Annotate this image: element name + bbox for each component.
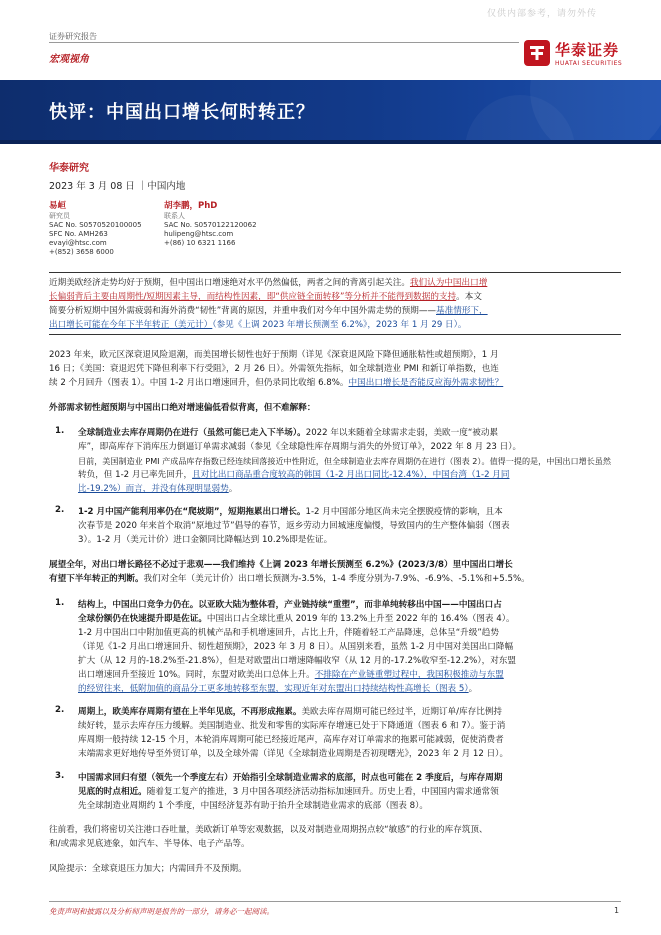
list-lead: 见底的时点相近。: [78, 787, 147, 797]
author-name: 胡李鹏，PhD: [164, 201, 218, 211]
summary-reference: （参见《上调 2023 年增长预测至 6.2%》，2023 年 1 月 29 日）。: [212, 320, 467, 330]
list-text: 。: [468, 684, 478, 694]
footer-divider: [49, 901, 621, 902]
list-line: 先全球制造业周期约 1 个季度，中国经济复苏有助于抬升全球制造业需求的底部（图表 8）。: [78, 801, 428, 811]
summary-text: 近期美欧经济走势均好于预期，但中国出口增速绝对水平仍然偏低，两者之间的背离引起关注。: [49, 278, 410, 288]
outlook-text: 我们对全年（美元计价）出口增长预测为-3.5%，1-4 季度分别为-7.9%、-6.9%、-5.1%和+5.5%。: [143, 574, 530, 584]
list-number: 2.: [55, 505, 65, 515]
summary-line-1: [49, 276, 621, 290]
list-lead: 全球制造业去库存周期仍在进行（虽然可能已走入下半场）。: [78, 428, 306, 438]
author-role: 联系人: [164, 212, 185, 220]
list-emphasis: 的经贸往来，低附加值的商品分工更多地转移至东盟，实现近年对东盟出口持续结构性高增长（图表 5）: [78, 684, 469, 694]
author-sfc: SFC No. AMH263: [49, 230, 108, 238]
list-lead: 全球份额仍在快速提升即是佐证。: [78, 614, 207, 624]
report-category: 证券研究报告: [49, 32, 97, 41]
list-text: 美欧去库存周期可能已经过半，近期订单/库存比例持: [301, 707, 503, 717]
summary-emphasis: 长偏弱背后主要由周期性/短期因素主导，而结构性因素，即“供应链全面转移”等分析并不能得到数据的支持: [49, 292, 457, 302]
list-line: 目前，美国制造业 PMI 产成品库存指数已经连续回落接近中性附近，但全球制造业去库存周期仍在进行（图表 2）。值得一提的是，中国出口增长虽然: [78, 456, 611, 466]
list-line: [78, 705, 621, 719]
list-line: 续好转，显示去库存压力缓解。美国制造业、批发和零售的实际库存增速已处于下降通道（图表 6 和 7）。鉴于消: [78, 721, 506, 731]
summary-emphasis: 我们认为中国出口增: [409, 278, 488, 288]
list-text: 2022 年以来随着全球需求走弱，美欧一度“被动累: [305, 428, 499, 438]
logo-cn-text: 华泰证券: [555, 41, 620, 59]
list-line: 3）。1-2 月（美元计价）进口金额同比降幅达到 10.2%即是佐证。: [78, 535, 333, 545]
summary-top-rule: [49, 272, 621, 273]
subheading: 外部需求韧性超预期与中国出口绝对增速偏低看似背离，但不难解释：: [49, 403, 316, 413]
closing-line: 和/或需求见底迹象，如汽车、半导体、电子产品等。: [49, 839, 250, 849]
paragraph-line: 16 日；《美国：衰退迟凭下降但利率下行受阻》，2 月 26 日）。外需领先指标，如全球制造业 PMI 和新订单指数，也连: [49, 364, 499, 374]
list-text: 1-2 月中国部分地区尚未完全摆脱疫情的影响，且本: [305, 507, 503, 517]
list-line: 末端需求更好地传导至外贸订单，以及全球外需（详见《全球制造业周期是否初现曙光》，2023 年 2 月 12 日）。: [78, 749, 509, 759]
summary-bottom-rule: [49, 334, 621, 335]
list-line: [78, 668, 621, 682]
list-line: 中国需求回归有望（领先一个季度左右）开始指引全球制造业需求的底部，时点也可能在 2 季度后，与库存周期: [78, 773, 503, 783]
research-org: 华泰研究: [49, 163, 89, 174]
outlook-lead: 有望下半年转正的判断。: [49, 574, 144, 584]
list-line: 结构上，中国出口竞争力仍在。以亚欧大陆为整体看，产业链持续“重塑”，而非单纯转移出中国——中国出口占: [78, 600, 502, 610]
list-text: 中国出口占全球比重从 2019 年的 13.2%上升至 2022 年的 16.4%（图表 4）。: [206, 614, 515, 624]
list-line: [78, 505, 621, 519]
list-lead: 周期上，欧美库存周期有望在上半年见底，不再形成拖累。: [78, 707, 302, 717]
risk-warning: 风险提示：全球衰退压力加大；内需回升不及预期。: [49, 864, 247, 874]
list-emphasis: 不排除在产业链重塑过程中，我国积极推动与东盟: [314, 670, 504, 680]
list-line: 库”，即高库存下消库压力倒逼订单需求减弱（参见《全球隐性库存周期与消失的外贸订单》，2022 年 8 月 23 日）。: [78, 442, 522, 452]
closing-line: 往前看，我们将密切关注港口吞吐量，美欧新订单等宏观数据，以及对制造业周期拐点较“敏感”的行业的库存筑顶、: [49, 825, 488, 835]
summary-line-3: [49, 304, 621, 318]
summary-line-4: [49, 318, 621, 332]
list-line: 扩大（从 12 月的-18.2%至-21.8%），但是对欧盟出口增速降幅收窄（从 12 月的-17.2%收窄至-12.2%），对东盟: [78, 656, 516, 666]
list-line: [78, 785, 621, 799]
list-number: 1.: [55, 426, 65, 436]
list-number: 3.: [55, 771, 65, 781]
list-line: [78, 682, 621, 696]
brand-logo: [524, 36, 634, 76]
paragraph-question: 中国出口增长是否能反应海外需求韧性？: [348, 378, 504, 388]
paragraph-line: 2023 年来，欧元区深衰退风险退潮，而美国增长韧性也好于预期（详见《深衰退风险下降但通胀粘性或超预期》，1 月: [49, 350, 499, 360]
outlook-line: 展望全年，对出口增长路径不必过于悲观——我们维持《上调 2023 年增长预测至 6.2%》(2023/3/8）里中国出口增长: [49, 560, 513, 570]
list-text: 随着复工复产的推进，3 月中国各项经济活动指标加速回升。历史上看，中国国内需求通常领: [146, 787, 499, 797]
list-text: 。: [228, 484, 238, 494]
huatai-logo-icon: [524, 40, 550, 66]
outlook-line: [49, 572, 621, 586]
list-line: （详见《1-2 月出口增速回升、韧性超预期》，2023 年 3 月 8 日）。从国别来看，虽然 1-2 月中国对美国出口降幅: [78, 642, 514, 652]
list-line: [78, 426, 621, 440]
list-lead: 1-2 月中国产能利用率仍在“爬坡期”，短期拖累出口增长。: [78, 507, 306, 517]
author-name: 易峘: [49, 201, 67, 211]
list-line: [78, 612, 621, 626]
summary-line-2: [49, 290, 621, 304]
list-text: 出口增速回升至接近 10%。同时，东盟对欧美出口总体上升。: [78, 670, 315, 680]
author-sac: SAC No. S0570520100005: [49, 221, 142, 229]
list-line: 1-2 月中国出口中附加值更高的机械产品和手机增速回升，占比上升，伴随着轻工产品降速，总体呈“升级”趋势: [78, 628, 499, 638]
author-email[interactable]: hulipeng@htsc.com: [164, 230, 234, 238]
list-line: [78, 482, 621, 496]
list-line: 次春节是 2020 年来首个取消“原地过节”倡导的春节，返乡劳动力回城速度偏慢，导致国内的生产整体偏弱（图表: [78, 521, 510, 531]
logo-en-text: HUATAI SECURITIES: [555, 60, 623, 67]
summary-emphasis: 出口增长可能在今年下半年转正（美元计）: [49, 320, 213, 330]
summary-emphasis: 基准情形下，: [436, 306, 488, 316]
header-divider: [49, 42, 519, 43]
section-label: 宏观视角: [49, 54, 89, 65]
list-text: 转负，但 1-2 月已率先回升，: [78, 470, 193, 480]
author-email[interactable]: evayi@htsc.com: [49, 239, 107, 247]
summary-text: 简要分析短期中国外需疲弱和海外消费“韧性”背离的原因，并重申我们对今年中国外需走势的预期——: [49, 306, 437, 316]
list-emphasis: 比-19.2%）而言，并没有体现明显弱势: [78, 484, 229, 494]
list-line: [78, 468, 621, 482]
author-phone: +(86) 10 6321 1166: [164, 239, 236, 247]
list-line: 库周期一般持续 12-15 个月，本轮消库周期可能已经接近尾声，高库存对订单需求的拖累可能减弱，促使消费者: [78, 735, 504, 745]
paragraph-text: 续 2 个月回升（图表 1）。中国 1-2 月出口增速回升，但仍录同比收缩 6.8%。: [49, 378, 349, 388]
footer-disclaimer: 免责声明和披露以及分析师声明是报告的一部分，请务必一起阅读。: [49, 907, 274, 916]
author-role: 研究员: [49, 212, 70, 220]
watermark: 仅供内部参考，请勿外传: [487, 9, 598, 19]
summary-text: 。本文: [456, 292, 482, 302]
list-emphasis: 且对比出口商品重合度较高的韩国（1-2 月出口同比-12.4%），中国台湾（1-2 月同: [192, 470, 510, 480]
author-phone: +(852) 3658 6000: [49, 248, 114, 256]
report-date: 2023 年 3 月 08 日 ｜中国内地: [49, 181, 186, 192]
list-number: 1.: [55, 598, 65, 608]
page-title: 快评：中国出口增长何时转正？: [49, 102, 315, 123]
page-number: 1: [614, 906, 620, 915]
author-sac: SAC No. S0570122120062: [164, 221, 257, 229]
paragraph-line: [49, 376, 621, 390]
list-number: 2.: [55, 705, 65, 715]
